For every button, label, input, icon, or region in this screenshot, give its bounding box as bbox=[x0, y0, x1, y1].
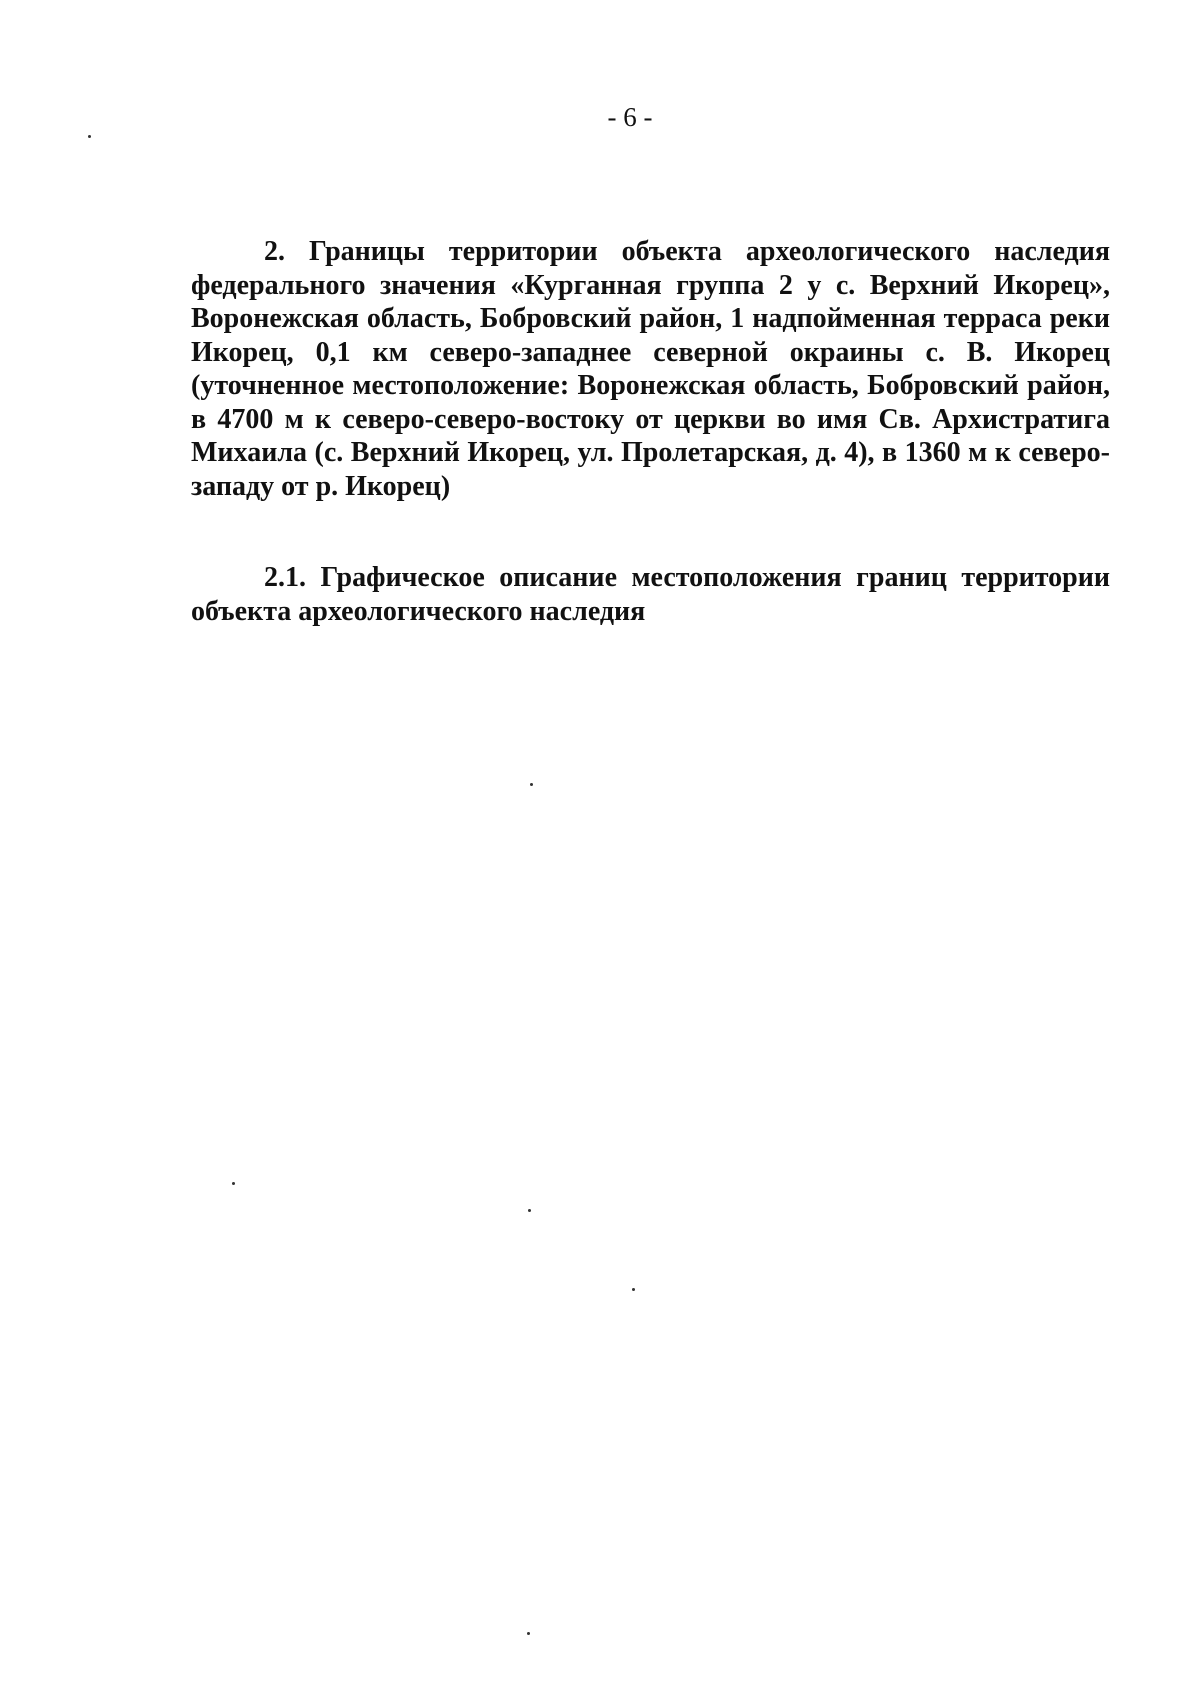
scan-speck bbox=[528, 1209, 531, 1212]
scan-speck bbox=[632, 1288, 635, 1291]
page-number: - 6 - bbox=[607, 102, 653, 132]
section-2-1-heading: 2.1. Графическое описание местоположения границ территории объекта археологического наследия bbox=[191, 562, 1110, 627]
section-2-heading: 2. Границы территории объекта археологического наследия федерального значения «Курганная группа 2 у с. Верхний Икорец», Воронежская область, Бобровский район, 1 надпойменная терраса реки Икорец, 0,1 км северо-западнее северной окраины с. В. Икорец (уточненное местоположение: Воронежская область, Бобровский район, в 4700 м к северо-северо-востоку от церкви во имя Св. Архистратига Михаила (с. Верхний Икорец, ул. Пролетарская, д. 4), в 1360 м к северо-западу от р. Икорец) bbox=[191, 236, 1110, 502]
scan-speck bbox=[527, 1632, 530, 1635]
scan-speck bbox=[530, 783, 533, 786]
scan-speck bbox=[232, 1182, 235, 1185]
scan-speck bbox=[88, 135, 91, 138]
